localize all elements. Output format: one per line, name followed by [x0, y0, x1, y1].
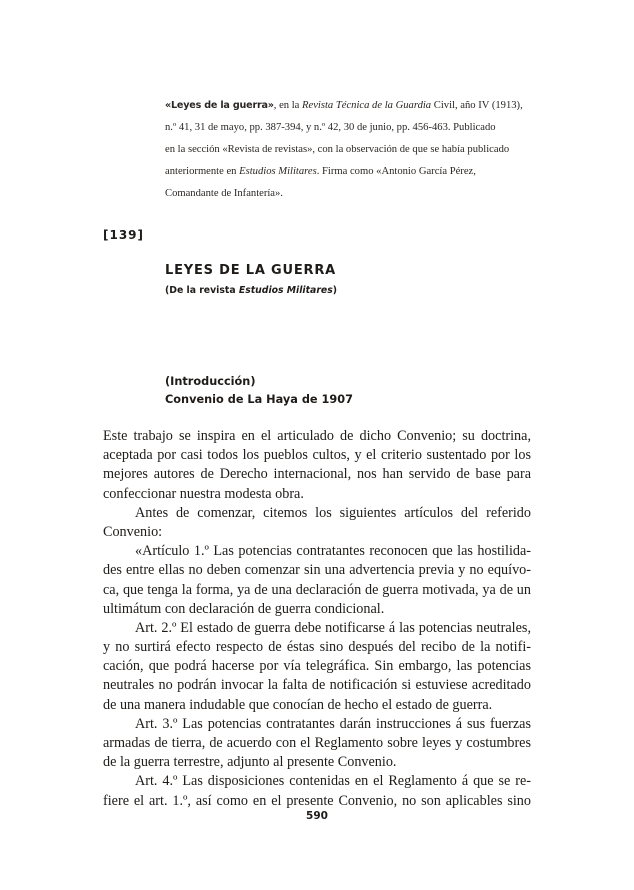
body-line: y no surtirá efecto respecto de éstas sino después del recibo de la notifi-: [103, 639, 531, 656]
body-line: des entre ellas no deben comenzar sin una advertencia previa y no equívo-: [103, 562, 531, 579]
body-line: ca, que tenga la forma, ya de una declaración de guerra motivada, ya de un: [103, 581, 531, 598]
body-line: cación, que podrá hacerse por vía telegráfica. Sin embargo, las potencias: [103, 658, 531, 675]
body-line: fiere el art. 1.º, así como en el presente Convenio, no son aplicables sino: [103, 792, 531, 809]
body-line: mejores autores de Derecho internacional, nos han servido de base para: [103, 466, 531, 483]
body-line: Art. 2.º El estado de guerra debe notificarse á las potencias neutrales,: [135, 619, 531, 636]
body-line: Antes de comenzar, citemos los siguientes artículos del referido: [135, 504, 531, 521]
note-article-title: «Leyes de la guerra»: [165, 100, 274, 111]
note-line-4: [165, 161, 535, 183]
note-text: . Firma como «Antonio García Pérez,: [316, 166, 476, 177]
body-text: [103, 427, 531, 811]
note-text: Civil, año IV (1913),: [431, 100, 523, 111]
section-heading-intro: (Introducción): [165, 375, 256, 388]
body-line: neutrales no podrán invocar la falta de notificación si estuviese acreditado: [103, 677, 531, 694]
body-line: aceptada por casi todos los pueblos cultos, y el criterio sustentado por los: [103, 447, 531, 464]
section-heading-convention: Convenio de La Haya de 1907: [165, 393, 353, 406]
note-line-2: n.º 41, 31 de mayo, pp. 387-394, y n.º 42, 30 de junio, pp. 456-463. Publicado: [165, 122, 496, 133]
body-line: Art. 3.º Las potencias contratantes darán instrucciones á sus fuerzas: [135, 715, 531, 732]
body-line: confeccionar nuestra modesta obra.: [103, 485, 304, 502]
body-line: ultimátum con declaración de guerra condicional.: [103, 600, 385, 617]
document-number: [139]: [103, 228, 145, 242]
body-line: armadas de tierra, de acuerdo con el Reglamento sobre leyes y costumbres: [103, 735, 531, 751]
subtitle-text: ): [332, 285, 337, 296]
note-journal-title: Revista Técnica de la Guardia: [302, 100, 432, 111]
subtitle-journal: Estudios Militares: [238, 285, 333, 296]
note-line-3: en la sección «Revista de revistas», con la observación de que se había publicado: [165, 144, 510, 155]
subtitle-text: (De la revista: [165, 285, 239, 296]
note-line-1: [165, 95, 535, 117]
note-text: , en la: [273, 100, 303, 111]
body-line: de una manera indudable que conocían de hecho el estado de guerra.: [103, 696, 493, 713]
body-line: «Artículo 1.º Las potencias contratantes reconocen que las hostilida-: [135, 543, 531, 560]
body-line: Convenio:: [103, 523, 163, 540]
page-number: 590: [306, 810, 328, 822]
note-line-5: Comandante de Infantería».: [165, 188, 283, 199]
note-text: anteriormente en: [165, 166, 240, 177]
body-line: Art. 4.º Las disposiciones contenidas en el Reglamento á que se re-: [135, 773, 531, 790]
chapter-subtitle: [165, 285, 337, 296]
note-journal-title: Estudios Militares: [239, 166, 317, 177]
editorial-note: [165, 95, 535, 205]
body-line: Este trabajo se inspira en el articulado de dicho Convenio; su doctrina,: [103, 428, 531, 444]
chapter-title: LEYES DE LA GUERRA: [165, 263, 337, 278]
body-line: de la guerra terrestre, adjunto al presente Convenio.: [103, 754, 397, 771]
